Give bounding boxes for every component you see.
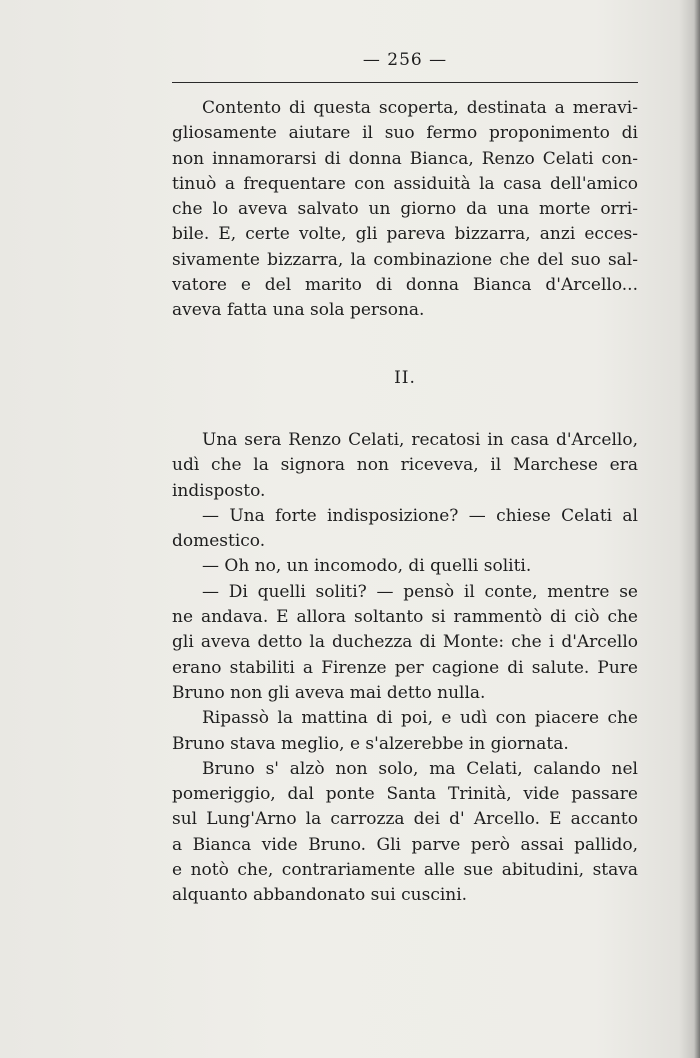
text-line: Ripassò la mattina di poi, e udì con piacere che (202, 708, 638, 729)
text-line: indisposto. (172, 480, 266, 501)
text-line: Bruno s' alzò non solo, ma Celati, calando nel (202, 758, 638, 779)
header-rule (172, 82, 638, 83)
text-line: — Di quelli soliti? — pensò il conte, mentre se (202, 581, 638, 602)
section-heading: II. (394, 368, 416, 388)
text-line: e notò che, contrariamente alle sue abitudini, stava (172, 860, 638, 881)
text-line: sivamente bizzarra, la combinazione che del suo sal- (172, 249, 638, 270)
paragraph-1 (172, 96, 638, 324)
text-line: gliosamente aiutare il suo fermo proponimento di (172, 123, 638, 144)
text-line: Bruno non gli aveva mai detto nulla. (172, 682, 486, 703)
text-line: — Una forte indisposizione? — chiese Celati al (202, 505, 638, 526)
page-number: — 256 — (362, 50, 448, 70)
text-line: vatore e del marito di donna Bianca d'Arcello... (172, 275, 638, 296)
text-line: pomeriggio, dal ponte Santa Trinità, vide passare (172, 784, 638, 805)
text-line: Una sera Renzo Celati, recatosi in casa d'Arcello, (202, 430, 638, 450)
page-spine-shadow (694, 0, 700, 1058)
text-line: tinuò a frequentare con assiduità la casa dell'amico (172, 173, 638, 194)
text-line: alquanto abbandonato sui cuscini. (172, 885, 468, 906)
text-line: udì che la signora non riceveva, il Marchese era (172, 455, 638, 476)
text-line: sul Lung'Arno la carrozza dei d' Arcello. E accanto (172, 809, 638, 830)
text-line: a Bianca vide Bruno. Gli parve però assai pallido, (172, 834, 638, 855)
text-line: — Oh no, un incomodo, di quelli soliti. (202, 556, 532, 577)
body-text (172, 428, 638, 909)
text-line: erano stabiliti a Firenze per cagione di salute. Pure (172, 657, 638, 678)
text-line: ne andava. E allora soltanto si rammentò di ciò che (172, 607, 638, 628)
text-line: gli aveva detto la duchezza di Monte: che i d'Arcello (172, 632, 638, 653)
text-line: Bruno stava meglio, e s'alzerebbe in giornata. (172, 733, 569, 754)
text-line: che lo aveva salvato un giorno da una morte orri- (172, 199, 638, 220)
text-line: aveva fatta una sola persona. (172, 300, 425, 321)
text-line: Contento di questa scoperta, destinata a meravi- (202, 98, 638, 118)
text-line: domestico. (172, 531, 266, 552)
text-line: non innamorarsi di donna Bianca, Renzo Celati con- (172, 148, 638, 169)
text-line: bile. E, certe volte, gli pareva bizzarra, anzi ecces- (172, 224, 638, 245)
